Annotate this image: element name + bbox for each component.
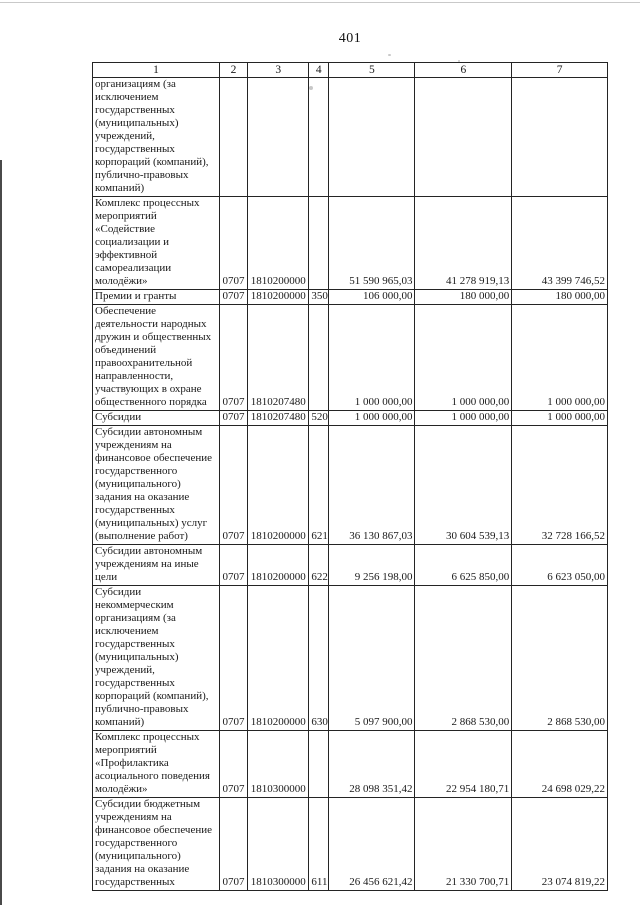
row-value-cell	[309, 78, 329, 197]
row-value-cell: 2 868 530,00	[512, 586, 608, 731]
row-value-cell	[248, 78, 309, 197]
row-value-cell: 1810300000	[248, 731, 309, 798]
table-row	[93, 426, 608, 545]
row-value-cell: 5 097 900,00	[329, 586, 415, 731]
table-row	[93, 545, 608, 586]
row-value-cell: 1810200000	[248, 426, 309, 545]
budget-table	[92, 62, 608, 891]
column-header-5: 5	[329, 63, 415, 78]
table-row	[93, 731, 608, 798]
table-row	[93, 78, 608, 197]
row-value-cell: 621	[309, 426, 329, 545]
table-row	[93, 305, 608, 411]
row-value-cell: 1810200000	[248, 545, 309, 586]
row-value-cell: 24 698 029,22	[512, 731, 608, 798]
column-header-7: 7	[512, 63, 608, 78]
row-value-cell: 1810207480	[248, 305, 309, 411]
row-value-cell	[309, 731, 329, 798]
table-row	[93, 586, 608, 731]
row-value-cell: 1810300000	[248, 798, 309, 891]
row-value-cell: 0707	[219, 411, 247, 426]
scan-speck	[388, 54, 391, 56]
column-header-2: 2	[219, 63, 247, 78]
row-value-cell	[329, 78, 415, 197]
column-header-1: 1	[93, 63, 220, 78]
row-value-cell: 6 625 850,00	[415, 545, 512, 586]
row-value-cell: 36 130 867,03	[329, 426, 415, 545]
row-value-cell: 1 000 000,00	[415, 411, 512, 426]
table-row	[93, 290, 608, 305]
row-name-cell: Субсидии бюджетным учреждениям на финансовое обеспечение государственного (муниципального) задания на оказание государственных	[93, 798, 220, 891]
column-header-6: 6	[415, 63, 512, 78]
table-row	[93, 197, 608, 290]
row-value-cell: 26 456 621,42	[329, 798, 415, 891]
table-row	[93, 411, 608, 426]
row-value-cell: 1 000 000,00	[329, 305, 415, 411]
row-value-cell: 0707	[219, 545, 247, 586]
row-value-cell: 22 954 180,71	[415, 731, 512, 798]
row-value-cell: 520	[309, 411, 329, 426]
table-row	[93, 798, 608, 891]
row-value-cell: 23 074 819,22	[512, 798, 608, 891]
row-value-cell: 0707	[219, 586, 247, 731]
scan-speck	[458, 60, 460, 62]
row-value-cell: 9 256 198,00	[329, 545, 415, 586]
row-value-cell: 1810200000	[248, 290, 309, 305]
row-value-cell: 622	[309, 545, 329, 586]
row-value-cell: 32 728 166,52	[512, 426, 608, 545]
row-value-cell: 1 000 000,00	[415, 305, 512, 411]
row-name-cell: Комплекс процессных мероприятий «Профилактика асоциального поведения молодёжи»	[93, 731, 220, 798]
row-value-cell: 630	[309, 586, 329, 731]
row-value-cell: 0707	[219, 305, 247, 411]
row-value-cell: 180 000,00	[512, 290, 608, 305]
row-value-cell	[309, 305, 329, 411]
row-value-cell: 1 000 000,00	[512, 305, 608, 411]
row-value-cell: 0707	[219, 798, 247, 891]
row-name-cell: Субсидии автономным учреждениям на иные цели	[93, 545, 220, 586]
row-value-cell: 0707	[219, 197, 247, 290]
row-value-cell: 51 590 965,03	[329, 197, 415, 290]
row-value-cell: 2 868 530,00	[415, 586, 512, 731]
table-header-row	[93, 63, 608, 78]
scan-edge-top-line	[0, 2, 640, 3]
row-value-cell: 0707	[219, 426, 247, 545]
row-value-cell: 106 000,00	[329, 290, 415, 305]
row-value-cell: 30 604 539,13	[415, 426, 512, 545]
row-value-cell: 1810200000	[248, 197, 309, 290]
row-value-cell: 611	[309, 798, 329, 891]
table-body	[93, 78, 608, 891]
row-value-cell: 1810207480	[248, 411, 309, 426]
row-value-cell: 21 330 700,71	[415, 798, 512, 891]
row-value-cell	[219, 78, 247, 197]
scan-speck	[309, 86, 313, 90]
scan-edge-left-line	[0, 160, 2, 905]
row-name-cell: Премии и гранты	[93, 290, 220, 305]
row-value-cell	[512, 78, 608, 197]
row-value-cell: 180 000,00	[415, 290, 512, 305]
row-name-cell: организациям (за исключением государственных (муниципальных) учреждений, государственных корпораций (компаний), публично-правовых компаний)	[93, 78, 220, 197]
row-value-cell: 28 098 351,42	[329, 731, 415, 798]
page-number: 401	[338, 31, 362, 46]
row-value-cell	[415, 78, 512, 197]
row-name-cell: Субсидии	[93, 411, 220, 426]
row-value-cell: 350	[309, 290, 329, 305]
row-name-cell: Обеспечение деятельности народных дружин и общественных объединений правоохранительной направленности, участвующих в охране общественного порядка	[93, 305, 220, 411]
column-header-4: 4	[309, 63, 329, 78]
column-header-3: 3	[248, 63, 309, 78]
row-value-cell: 0707	[219, 290, 247, 305]
row-value-cell: 1 000 000,00	[512, 411, 608, 426]
row-value-cell: 0707	[219, 731, 247, 798]
row-name-cell: Комплекс процессных мероприятий «Содействие социализации и эффективной самореализации молодёжи»	[93, 197, 220, 290]
row-name-cell: Субсидии автономным учреждениям на финансовое обеспечение государственного (муниципального) задания на оказание государственных (муниципальных) услуг (выполнение работ)	[93, 426, 220, 545]
row-value-cell: 41 278 919,13	[415, 197, 512, 290]
row-value-cell: 43 399 746,52	[512, 197, 608, 290]
row-name-cell: Субсидии некоммерческим организациям (за исключением государственных (муниципальных) учреждений, государственных корпораций (компаний), публично-правовых компаний)	[93, 586, 220, 731]
row-value-cell: 6 623 050,00	[512, 545, 608, 586]
row-value-cell	[309, 197, 329, 290]
row-value-cell: 1810200000	[248, 586, 309, 731]
table-head	[93, 63, 608, 78]
row-value-cell: 1 000 000,00	[329, 411, 415, 426]
